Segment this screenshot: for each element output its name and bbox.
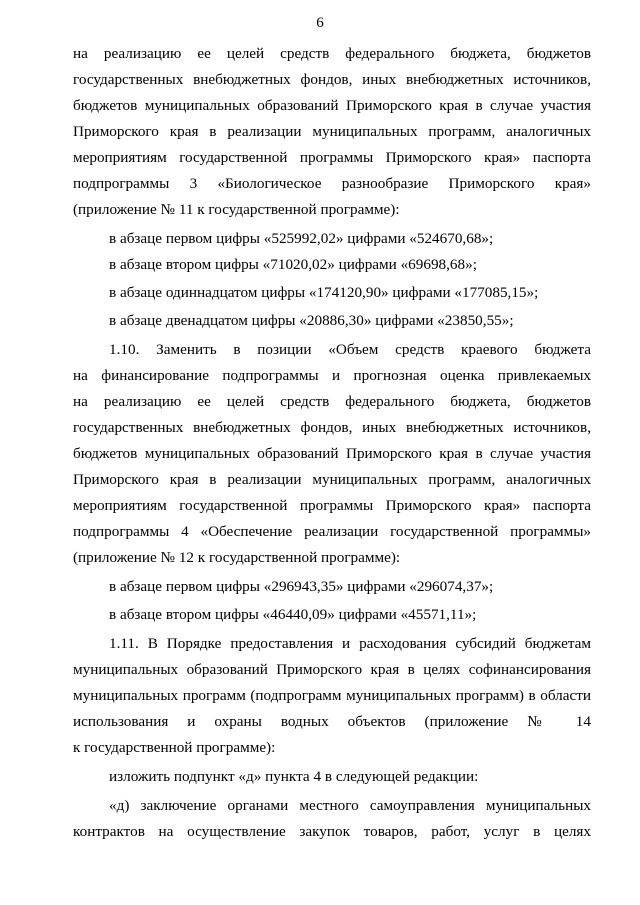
text-line: к государственной программе):	[73, 739, 276, 756]
text-line: в абзаце двенадцатом цифры «20886,30» цифрами «23850,55»;	[109, 312, 514, 329]
text-line: (приложение № 11 к государственной программе):	[73, 201, 400, 218]
text-line: «д) заключение органами местного самоуправления муниципальных	[109, 797, 591, 814]
text-line: (приложение № 12 к государственной программе):	[73, 549, 401, 566]
text-line: в абзаце первом цифры «525992,02» цифрами «524670,68»;	[109, 230, 494, 247]
text-line: в абзаце втором цифры «71020,02» цифрами «69698,68»;	[109, 256, 477, 273]
text-line: мероприятиям государственной программы Приморского края» паспорта	[73, 497, 591, 514]
text-line: 1.10. Заменить в позиции «Объем средств краевого бюджета	[109, 341, 591, 358]
text-line: изложить подпункт «д» пункта 4 в следующей редакции:	[109, 768, 479, 785]
text-line: на реализацию ее целей средств федерального бюджета, бюджетов	[73, 393, 591, 410]
text-line: подпрограммы 4 «Обеспечение реализации государственной программы»	[73, 523, 591, 540]
page-number: 6	[316, 15, 324, 31]
text-line: бюджетов муниципальных образований Приморского края в случае участия	[73, 445, 591, 462]
text-line: в абзаце первом цифры «296943,35» цифрами «296074,37»;	[109, 578, 494, 595]
text-line: бюджетов муниципальных образований Приморского края в случае участия	[73, 97, 591, 114]
text-line: контрактов на осуществление закупок товаров, работ, услуг в целях	[73, 823, 591, 840]
text-line: Приморского края в реализации муниципальных программ, аналогичных	[73, 471, 591, 488]
text-line: на реализацию ее целей средств федерального бюджета, бюджетов	[73, 45, 591, 62]
text-line: на финансирование подпрограммы и прогнозная оценка привлекаемых	[73, 367, 591, 384]
text-line: мероприятиям государственной программы Приморского края» паспорта	[73, 149, 591, 166]
text-line: Приморского края в реализации муниципальных программ, аналогичных	[73, 123, 591, 140]
text-line: в абзаце втором цифры «46440,09» цифрами «45571,11»;	[109, 606, 477, 623]
text-line: подпрограммы 3 «Биологическое разнообразие Приморского края»	[73, 175, 591, 192]
text-line: в абзаце одиннадцатом цифры «174120,90» цифрами «177085,15»;	[109, 284, 539, 301]
text-line: муниципальных программ (подпрограмм муниципальных программ) в области	[73, 687, 591, 704]
text-line: использования и охраны водных объектов (приложение № 14	[73, 713, 591, 730]
text-line: муниципальных образований Приморского края в целях софинансирования	[73, 661, 591, 678]
text-line: 1.11. В Порядке предоставления и расходования субсидий бюджетам	[109, 635, 591, 652]
text-line: государственных внебюджетных фондов, иных внебюджетных источников,	[73, 419, 591, 436]
text-line: государственных внебюджетных фондов, иных внебюджетных источников,	[73, 71, 591, 88]
